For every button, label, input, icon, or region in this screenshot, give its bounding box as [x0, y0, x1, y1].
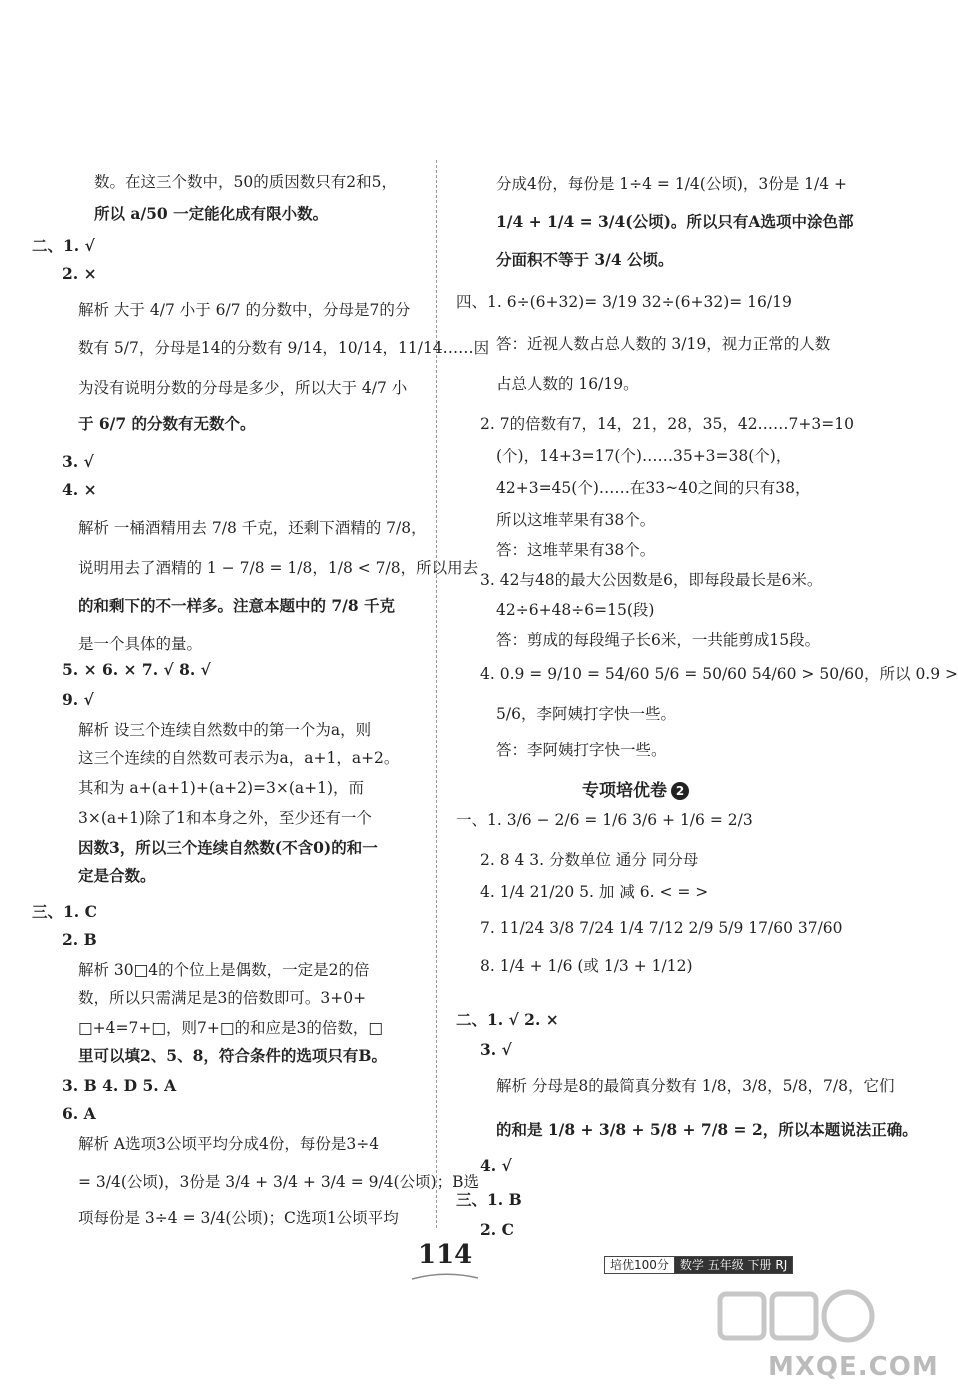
section-title-text: 专项培优卷	[582, 781, 667, 801]
text-line: 5. × 6. × 7. √ 8. √	[62, 660, 211, 679]
text-line: 4. 1/4 21/20 5. 加 减 6. < = >	[480, 883, 709, 901]
text-line: 2. 8 4 3. 分数单位 通分 同分母	[480, 851, 699, 869]
text-line: 1/4 + 1/4 = 3/4(公顷)。所以只有A选项中涂色部	[496, 212, 854, 231]
book-info-tag	[604, 1256, 793, 1274]
text-line: 7. 11/24 3/8 7/24 1/4 7/12 2/9 5/9 17/60 37/60	[480, 919, 843, 937]
text-line: 8. 1/4 + 1/6 (或 1/3 + 1/12)	[480, 957, 693, 975]
text-line: 的和剩下的不一样多。注意本题中的 7/8 千克	[78, 596, 396, 615]
text-line: 里可以填2、5、8，符合条件的选项只有B。	[78, 1046, 387, 1065]
text-line: 答：近视人数占总人数的 3/19，视力正常的人数	[496, 335, 831, 353]
text-line: 的和是 1/8 + 3/8 + 5/8 + 7/8 = 2，所以本题说法正确。	[496, 1120, 918, 1139]
text-line: 于 6/7 的分数有无数个。	[78, 414, 256, 433]
text-line: 答：李阿姨打字快一些。	[496, 741, 667, 759]
text-line: 分成4份，每份是 1÷4 = 1/4(公顷)，3份是 1/4 +	[496, 175, 848, 193]
text-line: 2. 7的倍数有7，14，21，28，35，42……7+3=10	[480, 415, 854, 433]
text-line: 数。在这三个数中，50的质因数只有2和5，	[94, 173, 397, 191]
text-line: 解析 A选项3公顷平均分成4份，每份是3÷4	[78, 1135, 380, 1153]
text-line: 项每份是 3÷4 = 3/4(公顷)；C选项1公顷平均	[78, 1209, 399, 1227]
text-line: 42÷6+48÷6=15(段)	[496, 601, 655, 619]
text-line: 说明用去了酒精的 1 − 7/8 = 1/8，1/8 < 7/8，所以用去	[78, 559, 479, 577]
text-line: 答：剪成的每段绳子长6米，一共能剪成15段。	[496, 631, 821, 649]
text-line: 2. B	[62, 930, 97, 949]
text-line: 4. √	[480, 1156, 512, 1175]
text-line: 四、1. 6÷(6+32)= 3/19 32÷(6+32)= 16/19	[456, 293, 792, 311]
text-line: 3. 42与48的最大公因数是6，即每段最长是6米。	[480, 571, 823, 589]
text-line: 2. ×	[62, 264, 97, 283]
text-line: 答：这堆苹果有38个。	[496, 541, 656, 559]
page-number-swoosh	[410, 1272, 480, 1282]
text-line: 占总人数的 16/19。	[496, 375, 639, 393]
text-line: 二、1. √ 2. ×	[456, 1010, 559, 1029]
page-number: 114	[418, 1240, 473, 1270]
text-line: 9. √	[62, 690, 94, 709]
text-line: 二、1. √	[32, 236, 95, 255]
section-title	[582, 776, 689, 801]
text-line: 数，所以只需满足是3的倍数即可。3+0+	[78, 989, 367, 1007]
text-line: 因数3，所以三个连续自然数(不含0)的和一	[78, 838, 378, 857]
text-line: 是一个具体的量。	[78, 635, 203, 653]
text-line: 2. C	[480, 1220, 514, 1239]
text-line: 三、1. B	[456, 1190, 522, 1209]
text-line: 三、1. C	[32, 902, 97, 921]
text-line: 解析 一桶酒精用去 7/8 千克，还剩下酒精的 7/8，	[78, 519, 427, 537]
book-brand: 培优100分	[605, 1257, 675, 1273]
text-line: (个)，14+3=17(个)……35+3=38(个)，	[496, 447, 792, 465]
text-line: 4. ×	[62, 480, 97, 499]
text-line: 5/6，李阿姨打字快一些。	[496, 705, 676, 723]
text-line: = 3/4(公顷)，3份是 3/4 + 3/4 + 3/4 = 9/4(公顷)；B选	[78, 1173, 480, 1191]
column-divider	[436, 160, 437, 1228]
text-line: 所以 a/50 一定能化成有限小数。	[94, 204, 329, 223]
text-line: 42+3=45(个)……在33~40之间的只有38，	[496, 479, 811, 497]
text-line: 为没有说明分数的分母是多少，所以大于 4/7 小	[78, 379, 408, 397]
section-number-badge: 2	[671, 782, 689, 800]
text-line: 解析 分母是8的最简真分数有 1/8，3/8，5/8，7/8，它们	[496, 1077, 895, 1095]
text-line: 一、1. 3/6 − 2/6 = 1/6 3/6 + 1/6 = 2/3	[456, 811, 753, 829]
text-line: 3. B 4. D 5. A	[62, 1076, 177, 1095]
text-line: 所以这堆苹果有38个。	[496, 511, 656, 529]
text-line: 3×(a+1)除了1和本身之外，至少还有一个	[78, 809, 372, 827]
text-line: 3. √	[62, 452, 94, 471]
text-line: 定是合数。	[78, 866, 156, 885]
text-line: 3. √	[480, 1040, 512, 1059]
text-line: 分面积不等于 3/4 公顷。	[496, 250, 674, 269]
watermark-text: MXQE.COM	[768, 1352, 939, 1382]
text-line: 6. A	[62, 1104, 96, 1123]
text-line: 4. 0.9 = 9/10 = 54/60 5/6 = 50/60 54/60 > 50/60，所以 0.9 >	[480, 665, 958, 683]
text-line: 数有 5/7，分母是14的分数有 9/14，10/14，11/14……因	[78, 339, 490, 357]
text-line: 解析 大于 4/7 小于 6/7 的分数中，分母是7的分	[78, 301, 411, 319]
text-line: 其和为 a+(a+1)+(a+2)=3×(a+1)，而	[78, 779, 365, 797]
text-line: 解析 30□4的个位上是偶数，一定是2的倍	[78, 961, 370, 979]
text-line: 解析 设三个连续自然数中的第一个为a，则	[78, 721, 372, 739]
book-info: 数学 五年级 下册 RJ	[675, 1257, 792, 1273]
text-line: 这三个连续的自然数可表示为a，a+1，a+2。	[78, 749, 400, 767]
text-line: □+4=7+□，则7+□的和应是3的倍数，□	[78, 1019, 383, 1037]
